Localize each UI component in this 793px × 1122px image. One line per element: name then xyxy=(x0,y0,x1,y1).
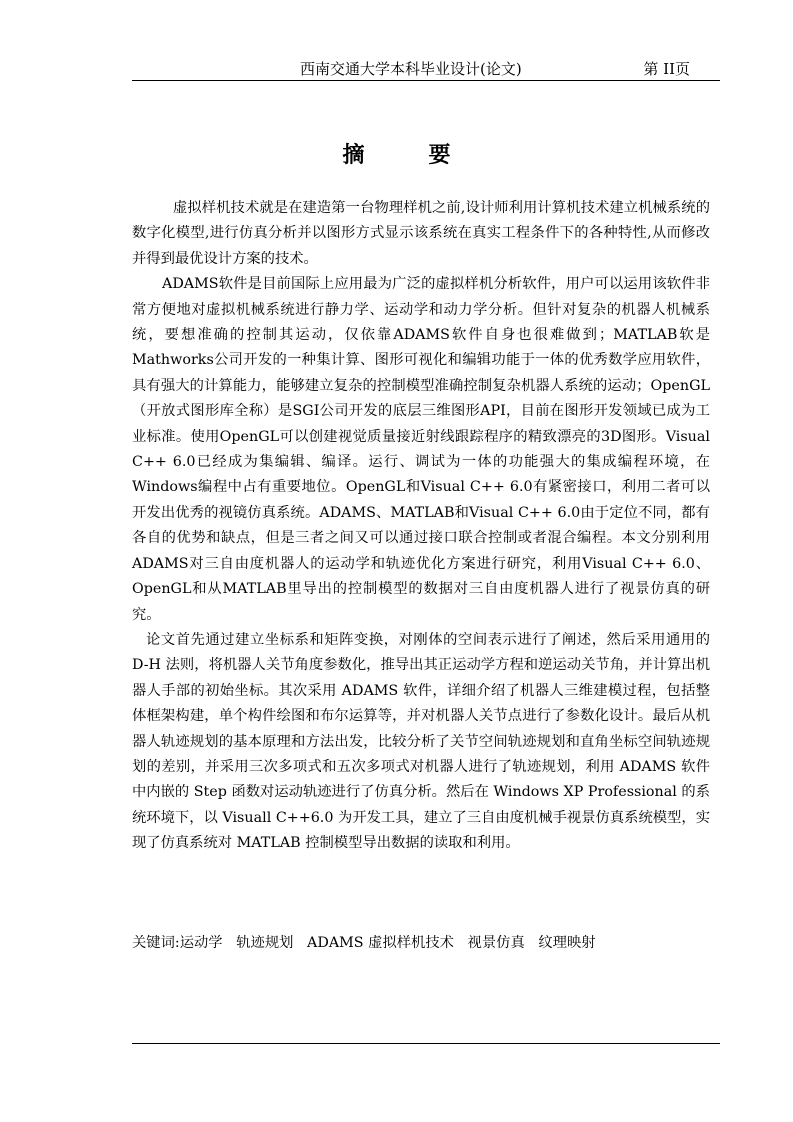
keywords-line: 关键词:运动学 轨迹规划 ADAMS 虚拟样机技术 视景仿真 纹理映射 xyxy=(132,935,596,951)
page-header xyxy=(132,58,720,81)
abstract-title: 摘要 xyxy=(342,142,515,168)
abstract-body xyxy=(132,196,710,857)
abstract-paragraph-3: 论文首先通过建立坐标系和矩阵变换，对刚体的空间表示进行了阐述，然后采用通用的 D-H 法则，将机器人关节角度参数化，推导出其正运动学方程和逆运动关节角，并计算出机器人手部的初始坐标。其次采用 ADAMS 软件，详细介绍了机器人三维建模过程，包括整体框架构建，单个构件绘图和布尔运算等，并对机器人关节点进行了参数化设计。最后从机器人轨迹规划的基本原理和方法出发，比较分析了关节空间轨迹规划和直角坐标空间轨迹规划的差别，并采用三次多项式和五次多项式对机器人进行了轨迹规划，利用 ADAMS 软件中内嵌的 Step 函数对运动轨迹进行了仿真分析。然后在 Windows XP Professional 的系统环境下，以 Visuall C++6.0 为开发工具，建立了三自由度机械手视景仿真系统模型，实现了仿真系统对 MATLAB 控制模型导出数据的读取和利用。 xyxy=(132,631,710,852)
header-title: 西南交通大学本科毕业设计(论文) xyxy=(300,60,522,78)
abstract-paragraph-1: 虚拟样机技术就是在建造第一台物理样机之前,设计师利用计算机技术建立机械系统的数字化模型,进行仿真分析并以图形方式显示该系统在真实工程条件下的各种特性,从而修改并得到最优设计方案的技术。 xyxy=(132,200,710,267)
header-page-number: 第 II页 xyxy=(643,60,690,78)
footer-divider xyxy=(132,1043,720,1044)
abstract-paragraph-2: ADAMS软件是目前国际上应用最为广泛的虚拟样机分析软件，用户可以运用该软件非常方便地对虚拟机械系统进行静力学、运动学和动力学分析。但针对复杂的机器人机械系统，要想准确的控制其运动，仅依靠ADAMS软件自身也很难做到；MATLAB软是Mathworks公司开发的一种集计算、图形可视化和编辑功能于一体的优秀数学应用软件，具有强大的计算能力，能够建立复杂的控制模型准确控制复杂机器人系统的运动；OpenGL（开放式图形库全称）是SGI公司开发的底层三维图形API，目前在图形开发领域已成为工业标准。使用OpenGL可以创建视觉质量接近射线跟踪程序的精致漂亮的3D图形。Visual C++ 6.0已经成为集编辑、编译。运行、调试为一体的功能强大的集成编程环境，在Windows编程中占有重要地位。OpenGL和Visual C++ 6.0有紧密接口，利用二者可以开发出优秀的视镜仿真系统。ADAMS、MATLAB和Visual C++ 6.0由于定位不同，都有各自的优势和缺点，但是三者之间又可以通过接口联合控制或者混合编程。本文分别利用ADAMS对三自由度机器人的运动学和轨迹优化方案进行研究，利用Visual C++ 6.0、OpenGL和从MATLAB里导出的控制模型的数据对三自由度机器人进行了视景仿真的研究。 xyxy=(132,276,710,623)
